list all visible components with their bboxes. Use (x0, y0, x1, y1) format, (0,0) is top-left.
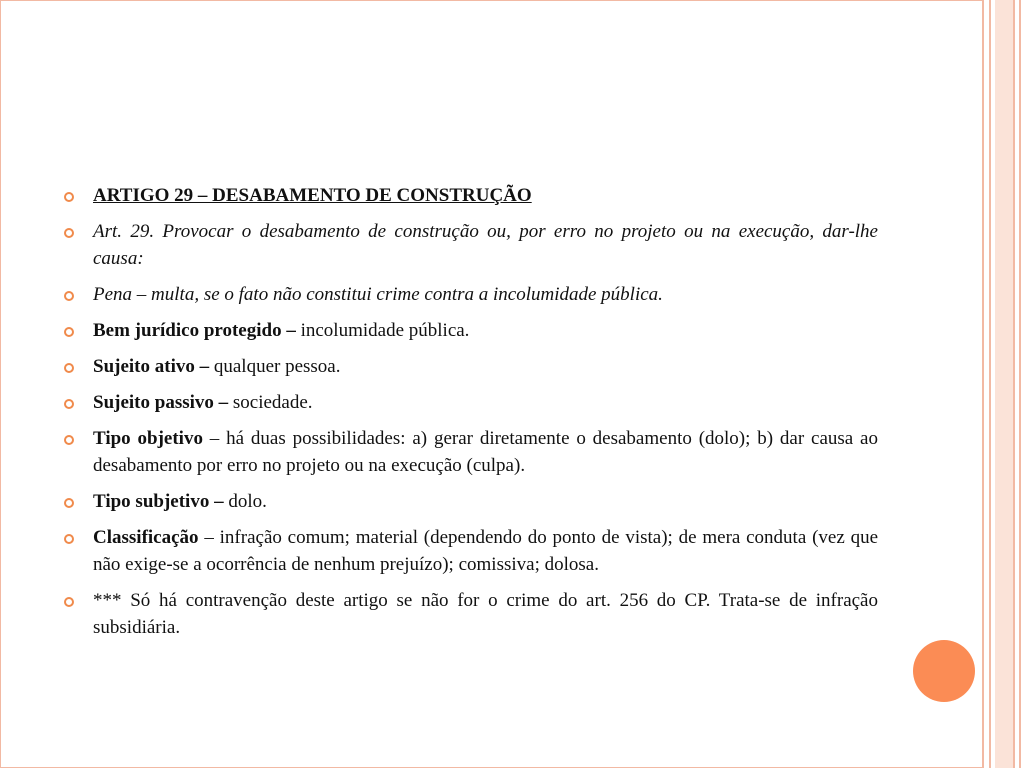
article-title: ARTIGO 29 – DESABAMENTO DE CONSTRUÇÃO (93, 185, 532, 206)
bullet-icon (64, 291, 74, 301)
bullet-list (62, 182, 878, 641)
frame-top-line (0, 0, 982, 1)
list-item-classification (62, 524, 878, 578)
bullet-icon (64, 399, 74, 409)
stripe-line (1013, 0, 1015, 768)
orange-circle-decoration (913, 640, 975, 702)
stripe-line (982, 0, 984, 768)
subjective-type-value: dolo. (223, 491, 267, 512)
note-text: *** Só há contravenção deste artigo se não for o crime do art. 256 do CP. Trata-se de infração subsidiária. (93, 590, 878, 638)
bullet-icon (64, 228, 74, 238)
bullet-icon (64, 192, 74, 202)
list-item-title (62, 182, 878, 209)
stripe-line (989, 0, 991, 768)
article-text: Art. 29. Provocar o desabamento de construção ou, por erro no projeto ou na execução, dar-lhe causa: (93, 221, 878, 269)
bullet-icon (64, 498, 74, 508)
passive-subject-value: sociedade. (228, 392, 313, 413)
bullet-icon (64, 597, 74, 607)
classification-label: Classificação (93, 527, 199, 548)
legal-good-label: Bem jurídico protegido – (93, 320, 296, 341)
list-item-objective-type (62, 425, 878, 479)
bullet-icon (64, 435, 74, 445)
subjective-type-label: Tipo subjetivo – (93, 491, 224, 512)
list-item-article-text (62, 218, 878, 272)
bullet-icon (64, 327, 74, 337)
bullet-icon (64, 363, 74, 373)
list-item-penalty (62, 281, 878, 308)
active-subject-label: Sujeito ativo – (93, 356, 210, 377)
list-item-note (62, 587, 878, 641)
list-item-legal-good (62, 317, 878, 344)
list-item-active-subject (62, 353, 878, 380)
classification-value: – infração comum; material (dependendo do ponto de vista); de mera conduta (vez que não exige-se a ocorrência de nenhum prejuízo); comissiva; dolosa. (93, 527, 878, 575)
frame-left-line (0, 0, 1, 768)
legal-good-value: incolumidade pública. (295, 320, 470, 341)
objective-type-label: Tipo objetivo (93, 428, 203, 449)
objective-type-value: – há duas possibilidades: a) gerar diretamente o desabamento (dolo); b) dar causa ao desabamento por erro no projeto ou na execução (culpa). (93, 428, 878, 476)
stripe-line (1019, 0, 1021, 768)
list-item-passive-subject (62, 389, 878, 416)
stripe-band (995, 0, 1013, 768)
slide-content (62, 182, 878, 650)
active-subject-value: qualquer pessoa. (209, 356, 341, 377)
bullet-icon (64, 534, 74, 544)
passive-subject-label: Sujeito passivo – (93, 392, 229, 413)
list-item-subjective-type (62, 488, 878, 515)
penalty-text: Pena – multa, se o fato não constitui crime contra a incolumidade pública. (93, 284, 663, 305)
